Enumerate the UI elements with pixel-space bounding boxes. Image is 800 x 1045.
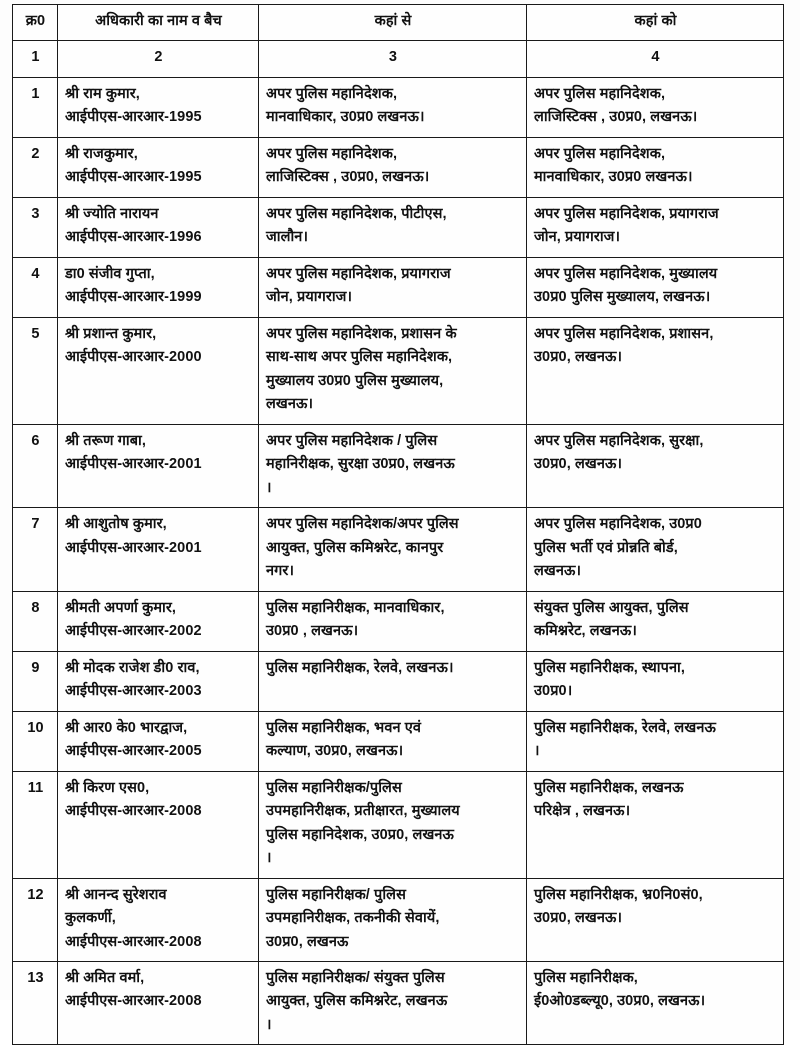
cell-posting-to: [527, 424, 784, 507]
cell-serial-number: 13: [13, 961, 58, 1044]
text-line: मानवाधिकार, उ0प्र0 लखनऊ।: [266, 109, 425, 126]
cell-officer-name-batch: [58, 878, 259, 961]
cell-posting-from: [259, 317, 527, 424]
text-line: कल्याण, उ0प्र0, लखनऊ।: [266, 743, 404, 760]
cell-posting-to: [527, 878, 784, 961]
text-line: अपर पुलिस महानिदेशक,: [534, 85, 666, 102]
text-line: पुलिस महानिरीक्षक, भवन एवं: [266, 719, 422, 736]
cell-posting-from: [259, 424, 527, 507]
text-line: लाजिस्टिक्स , उ0प्र0, लखनऊ।: [266, 169, 430, 186]
cell-serial-number: 5: [13, 317, 58, 424]
table-row: [13, 878, 784, 961]
text-line: आयुक्त, पुलिस कमिश्नरेट, लखनऊ: [266, 993, 448, 1010]
cell-serial-number: 9: [13, 651, 58, 711]
text-line: पुलिस महानिरीक्षक/ पुलिस: [266, 886, 406, 903]
cell-posting-to: [527, 591, 784, 651]
text-line: आईपीएस-आरआर-2008: [65, 993, 202, 1010]
text-line: श्री अमित वर्मा,: [65, 969, 145, 986]
text-line: श्री आनन्द सुरेशराव: [65, 886, 167, 903]
officer-transfer-table: [12, 4, 784, 1045]
text-line: उ0प्र0।: [534, 683, 573, 700]
table-row: [13, 651, 784, 711]
text-line: उ0प्र0, लखनऊ।: [534, 910, 623, 927]
table-header: [13, 5, 784, 78]
column-number-1: 1: [13, 41, 58, 77]
text-line: आईपीएस-आरआर-2002: [65, 623, 202, 640]
cell-posting-from: [259, 878, 527, 961]
text-line: अपर पुलिस महानिदेशक/अपर पुलिस: [266, 516, 459, 533]
text-line: श्री मोदक राजेश डी0 राव,: [65, 659, 200, 676]
table-row: [13, 508, 784, 591]
cell-posting-from: [259, 711, 527, 771]
text-line: ।: [266, 850, 272, 867]
text-line: आईपीएस-आरआर-2008: [65, 803, 202, 820]
cell-serial-number: 10: [13, 711, 58, 771]
cell-posting-from: [259, 591, 527, 651]
text-line: अपर पुलिस महानिदेशक, प्रयागराज: [266, 265, 451, 282]
cell-serial-number: 11: [13, 771, 58, 878]
text-line: उ0प्र0 पुलिस मुख्यालय, लखनऊ।: [534, 289, 711, 306]
cell-posting-from: [259, 508, 527, 591]
cell-serial-number: 7: [13, 508, 58, 591]
cell-officer-name-batch: [58, 137, 259, 197]
text-line: पुलिस महानिरीक्षक/ संयुक्त पुलिस: [266, 969, 445, 986]
table-header-row: [13, 5, 784, 41]
cell-posting-from: [259, 651, 527, 711]
cell-serial-number: 4: [13, 257, 58, 317]
text-line: श्री राम कुमार,: [65, 85, 140, 102]
text-line: श्रीमती अपर्णा कुमार,: [65, 599, 177, 616]
cell-officer-name-batch: [58, 591, 259, 651]
cell-serial-number: 12: [13, 878, 58, 961]
text-line: अपर पुलिस महानिदेशक,: [534, 145, 666, 162]
cell-posting-to: [527, 77, 784, 137]
table-row: [13, 137, 784, 197]
text-line: पुलिस महानिरीक्षक, भ्र0नि0सं0,: [534, 886, 703, 903]
column-header-officer-name-batch: अधिकारी का नाम व बैच: [58, 5, 259, 41]
cell-officer-name-batch: [58, 257, 259, 317]
text-line: ई0ओ0डब्ल्यू0, उ0प्र0, लखनऊ।: [534, 993, 706, 1010]
text-line: उपमहानिरीक्षक, प्रतीक्षारत, मुख्यालय: [266, 803, 460, 820]
text-line: श्री आर0 के0 भारद्वाज,: [65, 719, 188, 736]
text-line: कमिश्नरेट, लखनऊ।: [534, 623, 637, 640]
text-line: पुलिस महानिरीक्षक, स्थापना,: [534, 659, 685, 676]
text-line: आईपीएस-आरआर-2001: [65, 456, 202, 473]
table-row: [13, 197, 784, 257]
text-line: पुलिस भर्ती एवं प्रोन्नति बोर्ड,: [534, 539, 678, 556]
cell-posting-to: [527, 257, 784, 317]
cell-officer-name-batch: [58, 651, 259, 711]
cell-posting-to: [527, 771, 784, 878]
text-line: अपर पुलिस महानिदेशक,: [266, 145, 398, 162]
cell-officer-name-batch: [58, 197, 259, 257]
text-line: मुख्यालय उ0प्र0 पुलिस मुख्यालय,: [266, 372, 444, 389]
text-line: महानिरीक्षक, सुरक्षा उ0प्र0, लखनऊ: [266, 456, 455, 473]
table-row: [13, 257, 784, 317]
text-line: पुलिस महानिरीक्षक/पुलिस: [266, 779, 402, 796]
cell-posting-from: [259, 77, 527, 137]
cell-officer-name-batch: [58, 424, 259, 507]
text-line: उ0प्र0, लखनऊ।: [534, 456, 623, 473]
text-line: डा0 संजीव गुप्ता,: [65, 265, 155, 282]
text-line: उ0प्र0, लखनऊ: [266, 933, 349, 950]
text-line: आईपीएस-आरआर-2003: [65, 683, 202, 700]
text-line: उ0प्र0 , लखनऊ।: [266, 623, 359, 640]
text-line: अपर पुलिस महानिदेशक, सुरक्षा,: [534, 432, 704, 449]
text-line: ।: [534, 743, 540, 760]
cell-serial-number: 2: [13, 137, 58, 197]
text-line: श्री ज्योति नारायन: [65, 205, 159, 222]
text-line: लखनऊ।: [534, 563, 582, 580]
text-line: अपर पुलिस महानिदेशक / पुलिस: [266, 432, 438, 449]
text-line: आईपीएस-आरआर-2001: [65, 539, 202, 556]
column-number-row: [13, 41, 784, 77]
column-number-3: 3: [259, 41, 527, 77]
text-line: जालौन।: [266, 229, 309, 246]
text-line: पुलिस महानिरीक्षक, मानवाधिकार,: [266, 599, 445, 616]
cell-officer-name-batch: [58, 508, 259, 591]
text-line: मानवाधिकार, उ0प्र0 लखनऊ।: [534, 169, 693, 186]
cell-posting-from: [259, 197, 527, 257]
text-line: आईपीएस-आरआर-2005: [65, 743, 202, 760]
text-line: अपर पुलिस महानिदेशक, प्रशासन,: [534, 325, 714, 342]
text-line: ।: [266, 1016, 272, 1033]
text-line: पुलिस महानिरीक्षक, लखनऊ: [534, 779, 684, 796]
cell-posting-to: [527, 651, 784, 711]
text-line: संयुक्त पुलिस आयुक्त, पुलिस: [534, 599, 689, 616]
text-line: साथ-साथ अपर पुलिस महानिदेशक,: [266, 349, 453, 366]
text-line: पुलिस महानिरीक्षक, रेलवे, लखनऊ।: [266, 659, 454, 676]
cell-serial-number: 3: [13, 197, 58, 257]
text-line: आईपीएस-आरआर-2008: [65, 933, 202, 950]
text-line: नगर।: [266, 563, 295, 580]
text-line: अपर पुलिस महानिदेशक, उ0प्र0: [534, 516, 702, 533]
cell-posting-to: [527, 197, 784, 257]
cell-officer-name-batch: [58, 961, 259, 1044]
table-row: [13, 771, 784, 878]
text-line: अपर पुलिस महानिदेशक, मुख्यालय: [534, 265, 718, 282]
cell-serial-number: 1: [13, 77, 58, 137]
text-line: लखनऊ।: [266, 396, 314, 413]
text-line: आईपीएस-आरआर-1999: [65, 289, 202, 306]
cell-posting-to: [527, 508, 784, 591]
table-row: [13, 711, 784, 771]
text-line: श्री किरण एस0,: [65, 779, 150, 796]
text-line: ।: [266, 479, 272, 496]
text-line: उपमहानिरीक्षक, तकनीकी सेवायें,: [266, 910, 440, 927]
text-line: श्री आशुतोष कुमार,: [65, 516, 167, 533]
cell-posting-to: [527, 317, 784, 424]
cell-posting-from: [259, 137, 527, 197]
text-line: अपर पुलिस महानिदेशक, प्रयागराज: [534, 205, 719, 222]
text-line: श्री राजकुमार,: [65, 145, 138, 162]
cell-serial-number: 8: [13, 591, 58, 651]
text-line: आईपीएस-आरआर-2000: [65, 349, 202, 366]
text-line: आईपीएस-आरआर-1996: [65, 229, 202, 246]
column-header-serial: क्र0: [13, 5, 58, 41]
cell-officer-name-batch: [58, 711, 259, 771]
cell-officer-name-batch: [58, 317, 259, 424]
table-row: [13, 961, 784, 1044]
table-row: [13, 77, 784, 137]
text-line: पुलिस महानिरीक्षक,: [534, 969, 638, 986]
text-line: अपर पुलिस महानिदेशक,: [266, 85, 398, 102]
column-header-from: कहां से: [259, 5, 527, 41]
text-line: श्री तरूण गाबा,: [65, 432, 146, 449]
text-line: अपर पुलिस महानिदेशक, पीटीएस,: [266, 205, 447, 222]
text-line: कुलकर्णी,: [65, 910, 116, 927]
cell-officer-name-batch: [58, 77, 259, 137]
column-number-2: 2: [58, 41, 259, 77]
cell-posting-to: [527, 137, 784, 197]
text-line: उ0प्र0, लखनऊ।: [534, 349, 623, 366]
text-line: लाजिस्टिक्स , उ0प्र0, लखनऊ।: [534, 109, 698, 126]
cell-posting-from: [259, 771, 527, 878]
column-header-to: कहां को: [527, 5, 784, 41]
text-line: आईपीएस-आरआर-1995: [65, 109, 202, 126]
text-line: आयुक्त, पुलिस कमिश्नरेट, कानपुर: [266, 539, 444, 556]
column-number-4: 4: [527, 41, 784, 77]
text-line: आईपीएस-आरआर-1995: [65, 169, 202, 186]
table-row: [13, 317, 784, 424]
text-line: पुलिस महानिदेशक, उ0प्र0, लखनऊ: [266, 826, 455, 843]
text-line: जोन, प्रयागराज।: [534, 229, 621, 246]
text-line: परिक्षेत्र , लखनऊ।: [534, 803, 631, 820]
cell-posting-from: [259, 257, 527, 317]
cell-posting-to: [527, 961, 784, 1044]
cell-posting-from: [259, 961, 527, 1044]
table-body: [13, 77, 784, 1044]
table-row: [13, 591, 784, 651]
text-line: अपर पुलिस महानिदेशक, प्रशासन के: [266, 325, 457, 342]
text-line: पुलिस महानिरीक्षक, रेलवे, लखनऊ: [534, 719, 716, 736]
cell-serial-number: 6: [13, 424, 58, 507]
text-line: श्री प्रशान्त कुमार,: [65, 325, 157, 342]
cell-officer-name-batch: [58, 771, 259, 878]
text-line: जोन, प्रयागराज।: [266, 289, 353, 306]
cell-posting-to: [527, 711, 784, 771]
table-row: [13, 424, 784, 507]
